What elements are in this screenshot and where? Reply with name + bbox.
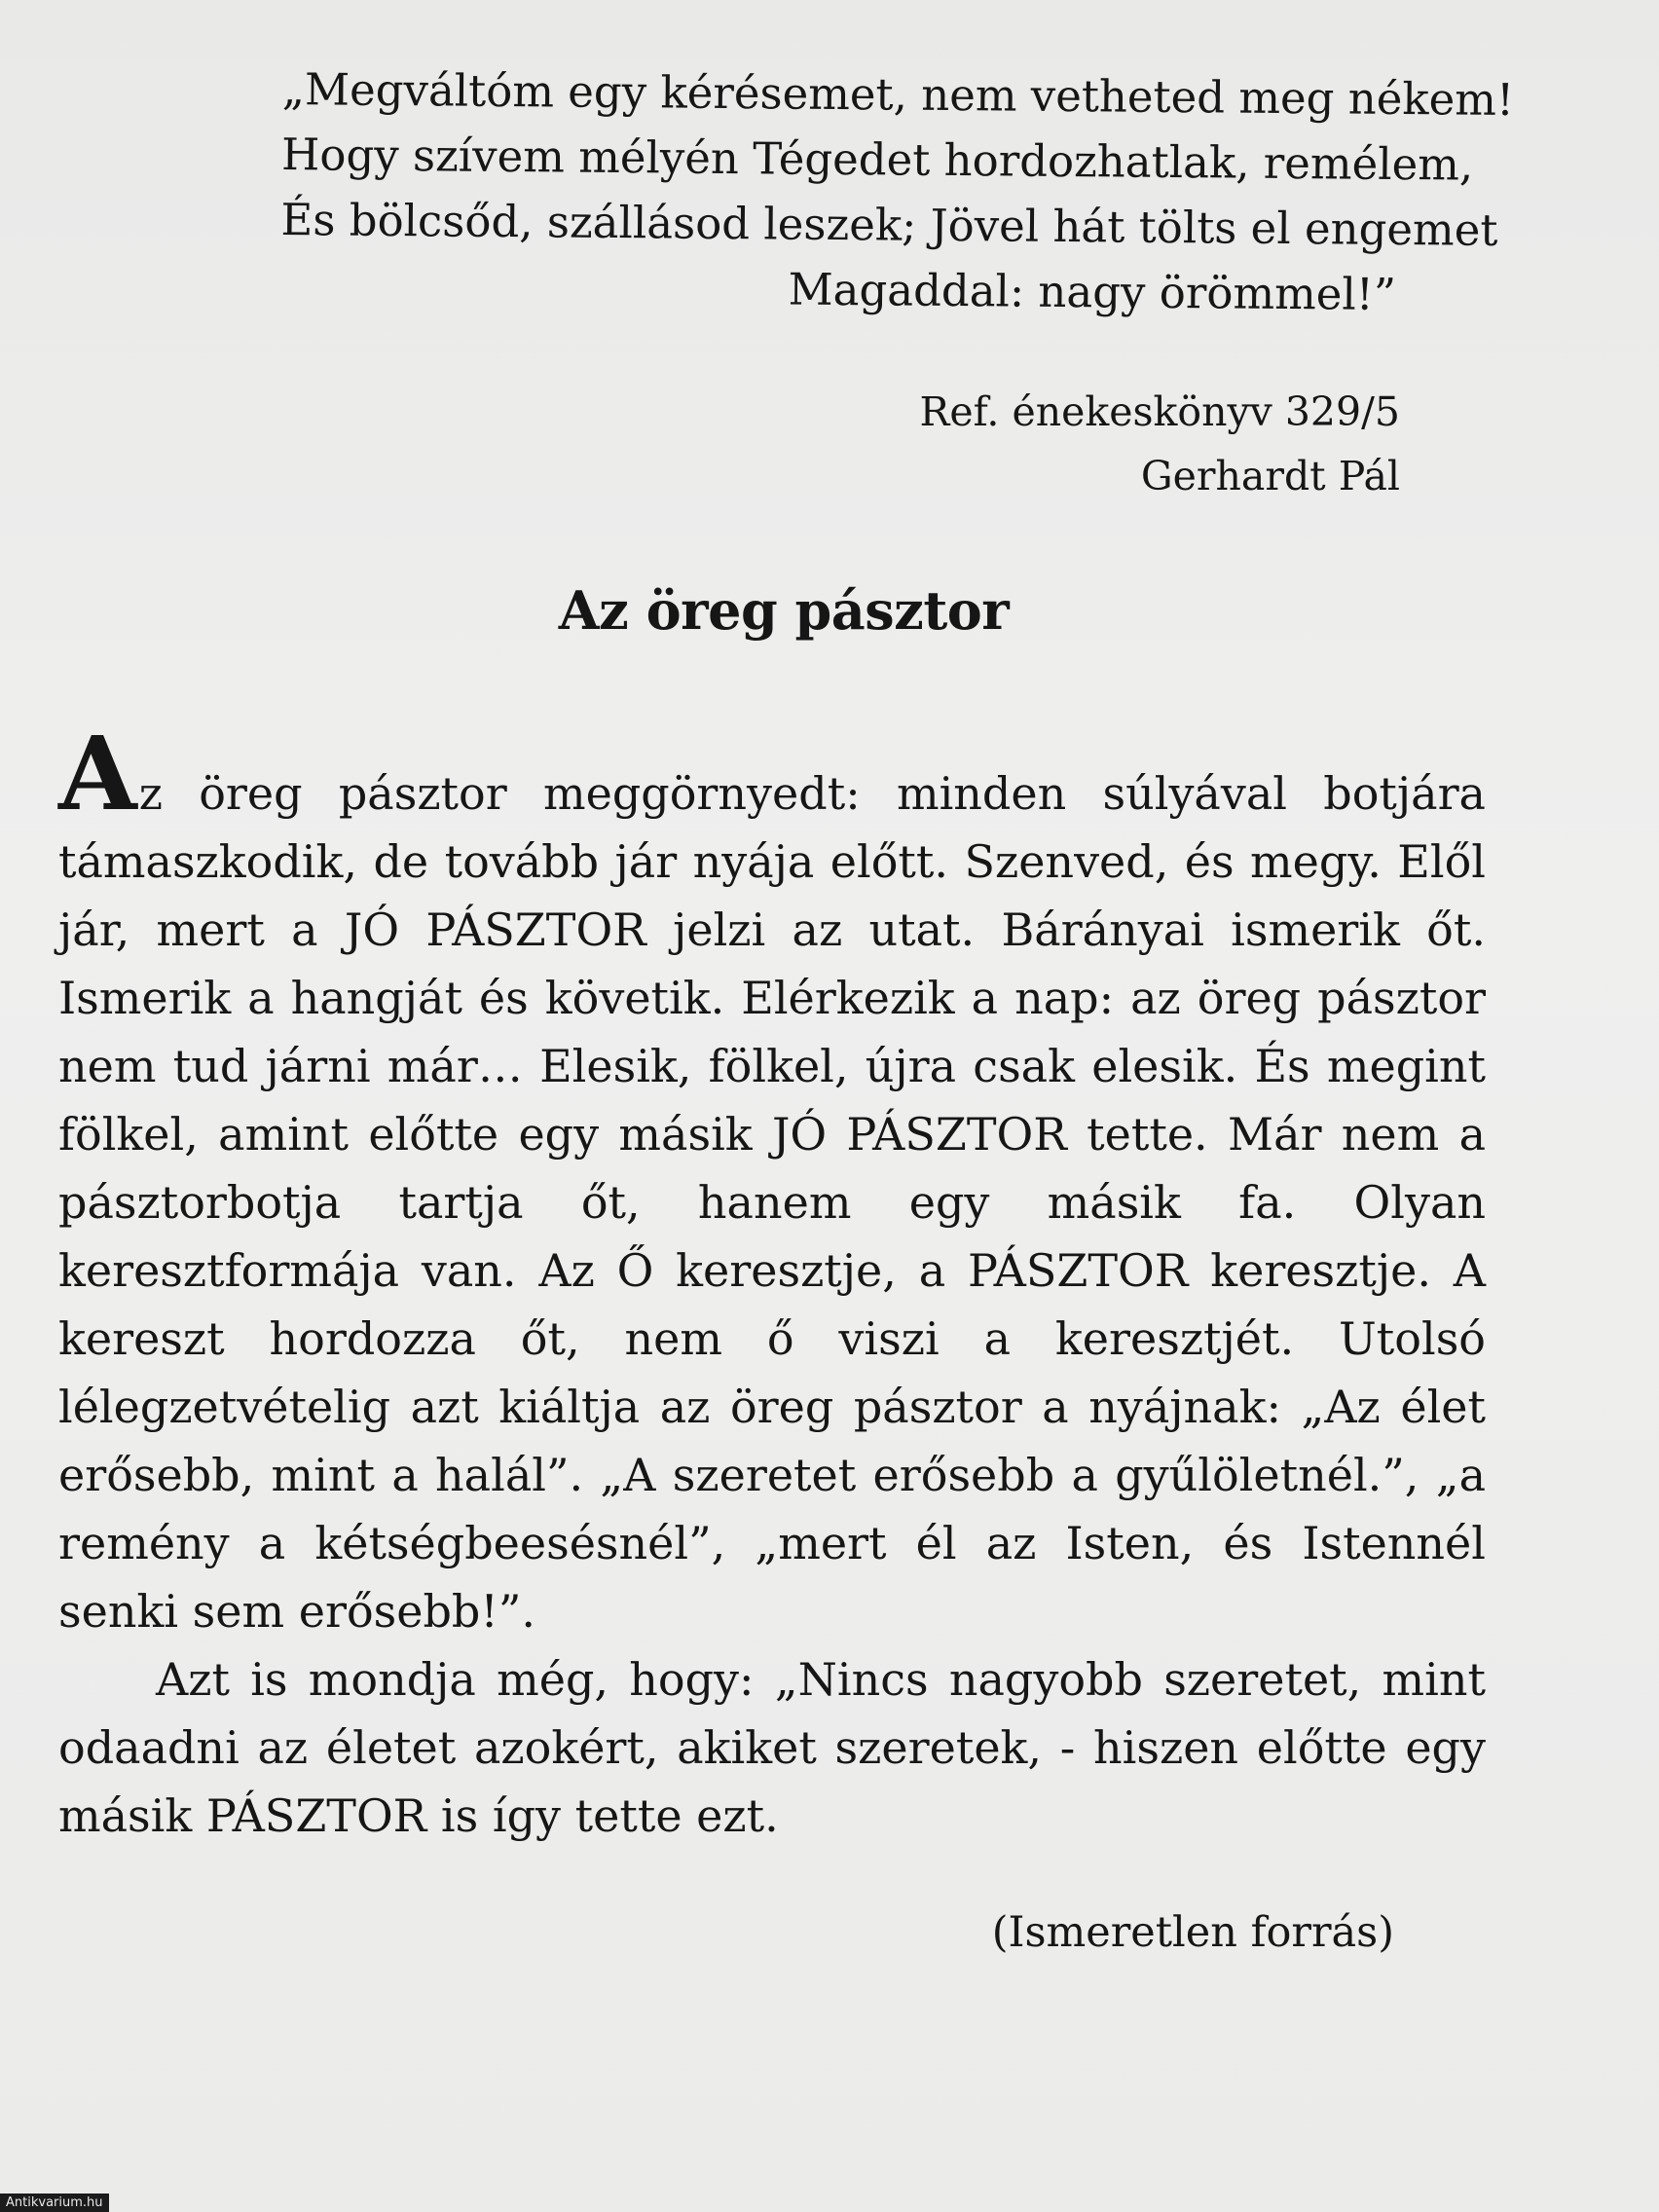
poem-line: Magaddal: nagy örömmel!” bbox=[788, 263, 1397, 320]
poem-attribution bbox=[920, 380, 1400, 508]
poem-line: „Megváltóm egy kérésemet, nem vetheted meg nékem! bbox=[281, 62, 1515, 127]
paragraph-text: z öreg pásztor meggörnyedt: minden súlyával botjára támaszkodik, de tovább jár nyája előtt. Szenved, és megy. Elől jár, mert a JÓ PÁSZTOR jelzi az utat. Bárányai ismerik őt. Ismerik a hangját és követik. Elérkezik a nap: az öreg pásztor nem tud járni már… Elesik, fölkel, újra csak elesik. És megint fölkel, amint előtte egy másik JÓ PÁSZTOR tette. Már nem a pásztorbotja tartja őt, hanem egy másik fa. Olyan keresztformája van. Az Ő keresztje, a PÁSZTOR keresztje. A kereszt hordozza őt, nem ő viszi a keresztjét. Utolsó lélegzetvételig azt kiáltja az öreg pásztor a nyájnak: „Az élet erősebb, mint a halál”. „A szeretet erősebb a gyűlöletnél.”, „a remény a kétségbeesésnél”, „mert él az Isten, és Istennél senki sem erősebb!”. bbox=[58, 767, 1486, 1638]
poem-line: Hogy szívem mélyén Tégedet hordozhatlak, remélem, bbox=[280, 128, 1474, 191]
attribution-source: Ref. énekeskönyv 329/5 bbox=[919, 388, 1400, 435]
attribution-author: Gerhardt Pál bbox=[1140, 453, 1400, 499]
source-note: (Ismeretlen forrás) bbox=[991, 1908, 1394, 1957]
story-body bbox=[58, 714, 1486, 1850]
poem-line: És bölcsőd, szállásod leszek; Jövel hát tölts el engemet bbox=[280, 193, 1498, 256]
story-paragraph bbox=[58, 714, 1486, 1645]
watermark: Antikvarium.hu bbox=[0, 2194, 109, 2212]
drop-cap: A bbox=[58, 714, 137, 833]
epigraph-poem bbox=[280, 56, 1515, 327]
story-paragraph: Azt is mondja még, hogy: „Nincs nagyobb szeretet, mint odaadni az életet azokért, akiket szeretek, - hiszen előtte egy másik PÁSZTOR is így tette ezt. bbox=[58, 1653, 1486, 1842]
page-title: Az öreg pásztor bbox=[558, 579, 1010, 642]
